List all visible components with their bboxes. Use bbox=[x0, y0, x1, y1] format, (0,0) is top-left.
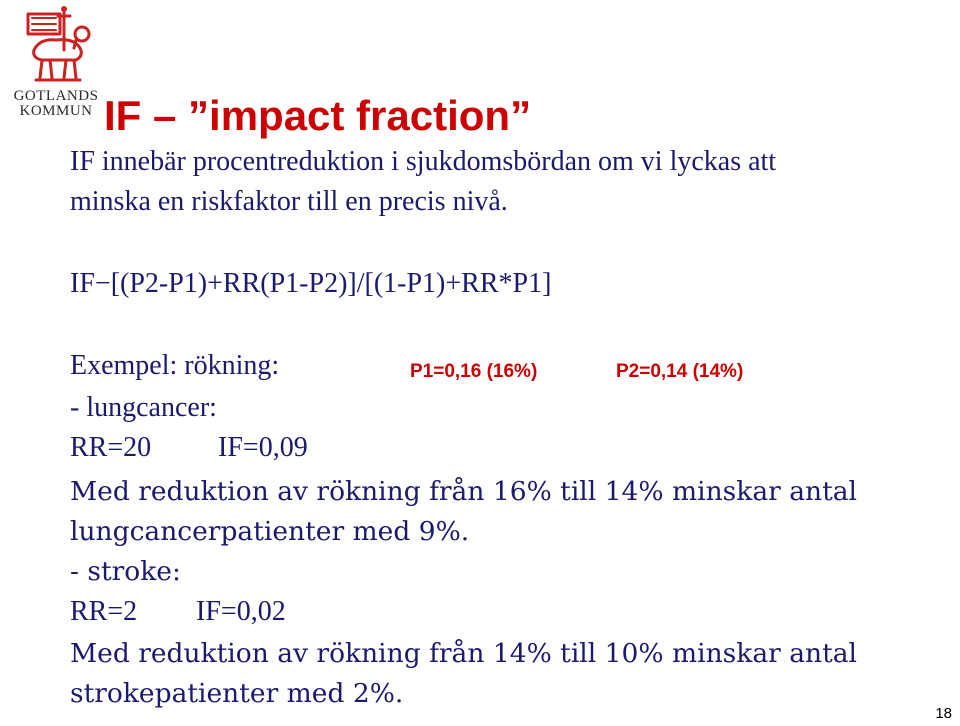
stroke-rr: RR=2 bbox=[70, 596, 138, 627]
slide-title: IF – ”impact fraction” bbox=[104, 92, 532, 139]
page-number: 18 bbox=[935, 705, 952, 722]
logo-text-line2: KOMMUN bbox=[19, 103, 93, 119]
lungcancer-values bbox=[70, 432, 308, 464]
stroke-heading: - stroke: bbox=[70, 556, 181, 587]
stroke-values bbox=[70, 596, 286, 628]
lungcancer-rr: RR=20 bbox=[70, 432, 152, 463]
example-p1: P1=0,16 (16%) bbox=[410, 361, 538, 382]
logo-text-line1: GOTLANDS bbox=[13, 88, 99, 104]
example-label: Exempel: rökning: bbox=[70, 350, 280, 381]
stroke-if: IF=0,02 bbox=[196, 596, 286, 627]
intro-line-1: IF innebär procentreduktion i sjukdomsbördan om vi lyckas att bbox=[70, 146, 777, 177]
lamb-with-flag-icon bbox=[20, 4, 96, 86]
gotlands-kommun-logo bbox=[6, 4, 118, 122]
lungcancer-if: IF=0,09 bbox=[218, 432, 308, 463]
lungcancer-conclusion-1: Med reduktion av rökning från 16% till 14% minskar antal bbox=[70, 476, 858, 507]
stroke-conclusion-2: strokepatienter med 2%. bbox=[70, 678, 404, 709]
example-p2: P2=0,14 (14%) bbox=[616, 361, 744, 382]
lungcancer-conclusion-2: lungcancerpatienter med 9%. bbox=[70, 516, 470, 547]
example-row bbox=[70, 350, 744, 382]
formula: IF−[(P2-P1)+RR(P1-P2)]/[(1-P1)+RR*P1] bbox=[70, 268, 552, 299]
stroke-conclusion-1: Med reduktion av rökning från 14% till 10% minskar antal bbox=[70, 638, 858, 669]
lungcancer-heading: - lungcancer: bbox=[70, 392, 217, 423]
intro-line-2: minska en riskfaktor till en precis nivå. bbox=[70, 186, 508, 217]
